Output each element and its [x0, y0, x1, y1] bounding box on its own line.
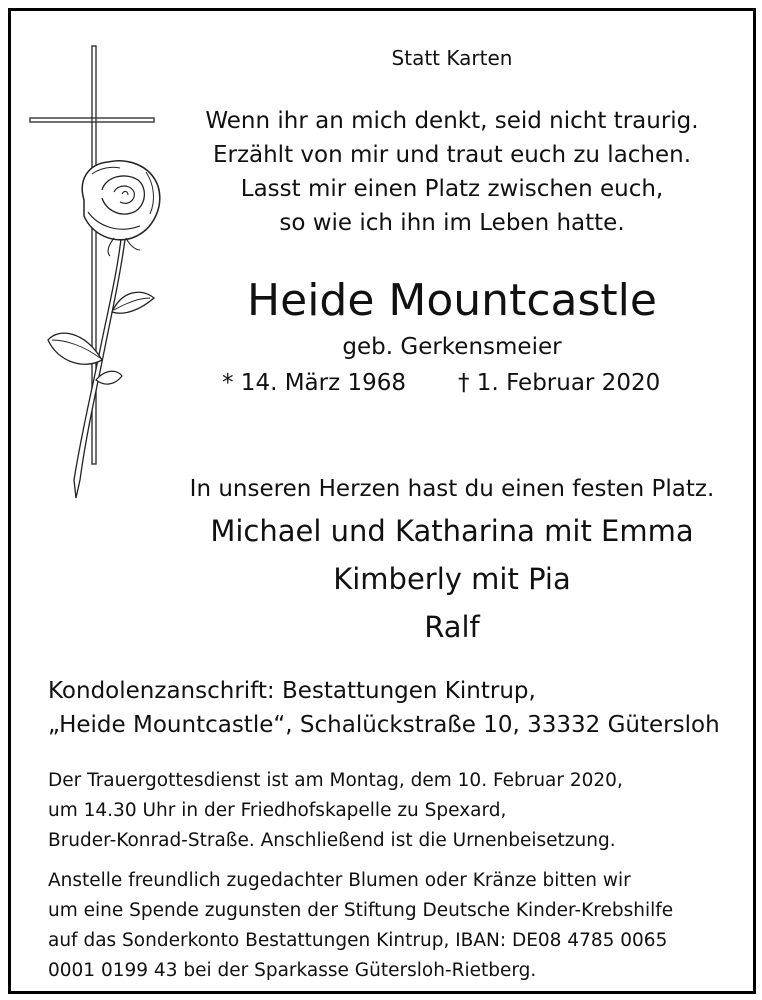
birth-date: * 14. März 1968 [222, 370, 407, 396]
donation-line: 0001 0199 43 bei der Sparkasse Gütersloh-Rietberg. [48, 960, 537, 981]
cross-with-rose-icon [22, 40, 172, 510]
deceased-name: Heide Mountcastle [247, 275, 657, 326]
condolence-line: Kondolenzanschrift: Bestattungen Kintrup, [48, 678, 536, 704]
header-text: Statt Karten [391, 46, 513, 70]
maiden-name: geb. Gerkensmeier [342, 334, 562, 360]
donation-line: auf das Sonderkonto Bestattungen Kintrup, IBAN: DE08 4785 0065 [48, 930, 668, 951]
donation-line: um eine Spende zugunsten der Stiftung Deutsche Kinder-Krebshilfe [48, 900, 674, 921]
service-line: Bruder-Konrad-Straße. Anschließend ist die Urnenbeisetzung. [48, 830, 616, 851]
family-line: Kimberly mit Pia [333, 562, 571, 596]
death-date: † 1. Februar 2020 [458, 370, 661, 396]
service-line: um 14.30 Uhr in der Friedhofskapelle zu Spexard, [48, 800, 507, 821]
verse-line: Wenn ihr an mich denkt, seid nicht traurig. [205, 108, 699, 134]
verse-line: Erzählt von mir und traut euch zu lachen. [212, 142, 692, 168]
condolence-address: „Heide Mountcastle“, Schalückstraße 10, 33332 Gütersloh [48, 712, 720, 738]
tribute-text: In unseren Herzen hast du einen festen Platz. [189, 476, 715, 502]
family-line: Michael und Katharina mit Emma [210, 514, 694, 548]
verse-line: so wie ich ihn im Leben hatte. [279, 210, 625, 236]
donation-line: Anstelle freundlich zugedachter Blumen oder Kränze bitten wir [48, 870, 631, 891]
family-line: Ralf [424, 610, 480, 644]
verse-line: Lasst mir einen Platz zwischen euch, [240, 176, 664, 202]
service-line: Der Trauergottesdienst ist am Montag, dem 10. Februar 2020, [48, 770, 623, 791]
